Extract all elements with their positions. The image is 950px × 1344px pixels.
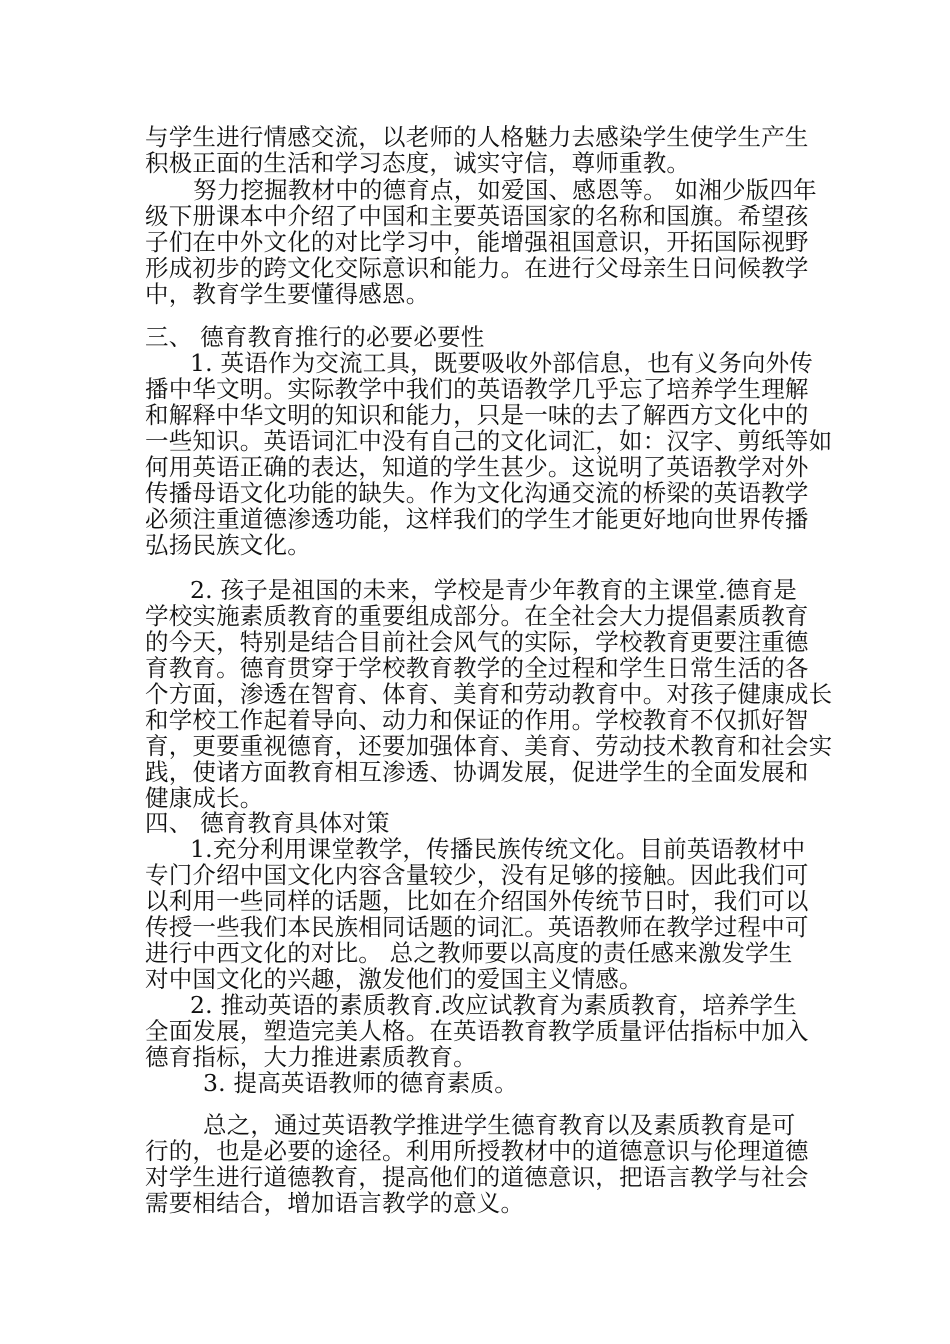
text-line: 3. 提高英语教师的德育素质。 [203,1069,518,1097]
text-line: 一些知识。英语词汇中没有自己的文化词汇，如：汉字、剪纸等如 [145,427,833,455]
text-line: 践，使诸方面教育相互渗透、协调发展，促进学生的全面发展和 [145,758,809,786]
text-line: 1. 英语作为交流工具，既要吸收外部信息，也有义务向外传 [190,349,813,377]
text-line: 行的，也是必要的途径。利用所授教材中的道德意识与伦理道德 [145,1137,809,1165]
text-line: 必须注重道德渗透功能，这样我们的学生才能更好地向世界传播 [145,505,809,533]
text-line: 何用英语正确的表达，知道的学生甚少。这说明了英语教学对外 [145,453,809,481]
text-line: 学校实施素质教育的重要组成部分。在全社会大力提倡素质教育 [145,602,809,630]
text-line: 进行中西文化的对比。 总之教师要以高度的责任感来激发学生 [145,939,793,967]
text-line: 需要相结合，增加语言教学的意义。 [145,1189,525,1217]
text-line: 积极正面的生活和学习态度，诚实守信，尊师重教。 [145,149,691,177]
text-line: 2. 推动英语的素质教育.改应试教育为素质教育，培养学生 [190,991,797,1019]
section-heading: 三、 德育教育推行的必要必要性 [145,323,485,351]
text-line: 和解释中华文明的知识和能力，只是一味的去了解西方文化中的 [145,401,809,429]
text-line: 育教育。德育贯穿于学校教育教学的全过程和学生日常生活的各 [145,654,809,682]
section-heading: 四、 德育教育具体对策 [145,809,390,837]
text-line: 传播母语文化功能的缺失。作为文化沟通交流的桥梁的英语教学 [145,479,809,507]
text-line: 总之，通过英语教学推进学生德育教育以及素质教育是可 [203,1111,796,1139]
text-line: 与学生进行情感交流，以老师的人格魅力去感染学生使学生产生 [145,123,809,151]
text-line: 对中国文化的兴趣，激发他们的爱国主义情感。 [145,965,643,993]
text-line: 传授一些我们本民族相同话题的词汇。英语教师在教学过程中可 [145,913,809,941]
text-line: 级下册课本中介绍了中国和主要英语国家的名称和国旗。希望孩 [145,202,809,230]
text-line: 个方面，渗透在智育、体育、美育和劳动教育中。对孩子健康成长 [145,680,833,708]
text-line: 专门介绍中国文化内容含量较少，没有足够的接触。因此我们可 [145,861,809,889]
text-line: 2. 孩子是祖国的未来，学校是青少年教育的主课堂.德育是 [190,576,797,604]
text-line: 以利用一些同样的话题，比如在介绍国外传统节日时，我们可以 [145,887,809,915]
text-line: 的今天，特别是结合目前社会风气的实际，学校教育更要注重德 [145,628,809,656]
text-line: 1.充分利用课堂教学，传播民族传统文化。目前英语教材中 [190,835,806,863]
text-line: 德育指标，大力推进素质教育。 [145,1043,477,1071]
text-line: 全面发展，塑造完美人格。在英语教育教学质量评估指标中加入 [145,1017,809,1045]
text-line: 中，教育学生要懂得感恩。 [145,280,430,308]
text-line: 子们在中外文化的对比学习中，能增强祖国意识，开拓国际视野 [145,228,809,256]
text-line: 播中华文明。实际教学中我们的英语教学几乎忘了培养学生理解 [145,375,809,403]
text-line: 弘扬民族文化。 [145,531,311,559]
text-line: 和学校工作起着导向、动力和保证的作用。学校教育不仅抓好智 [145,706,809,734]
text-line: 对学生进行道德教育，提高他们的道德意识，把语言教学与社会 [145,1163,809,1191]
text-line: 努力挖掘教材中的德育点，如爱国、感恩等。 如湘少版四年 [193,176,817,204]
text-line: 育，更要重视德育，还要加强体育、美育、劳动技术教育和社会实 [145,732,833,760]
text-line: 健康成长。 [145,784,264,812]
text-line: 形成初步的跨文化交际意识和能力。在进行父母亲生日问候教学 [145,254,809,282]
